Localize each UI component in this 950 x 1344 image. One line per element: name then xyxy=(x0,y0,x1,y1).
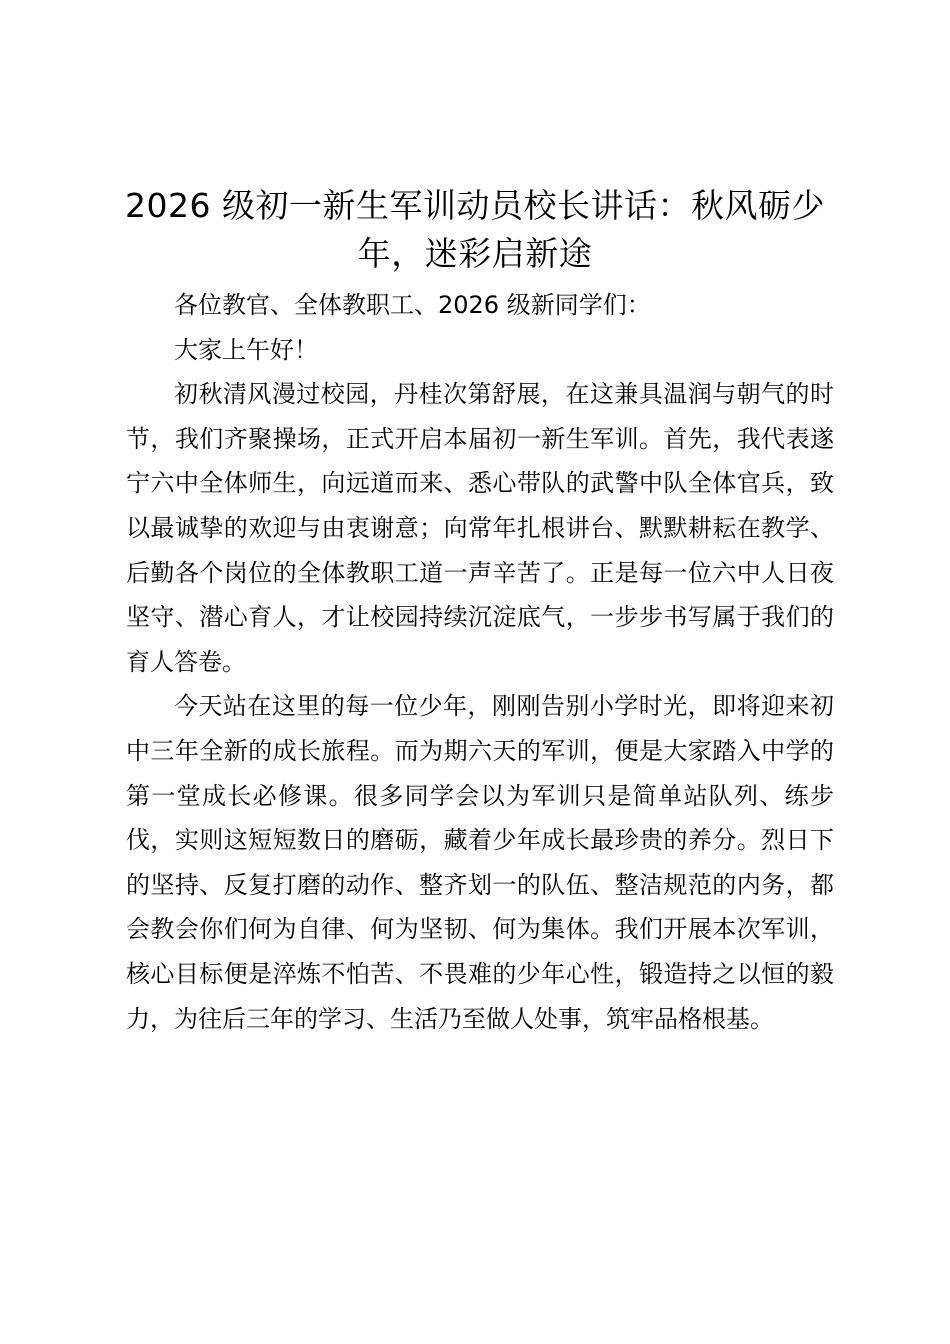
salutation-line: 大家上午好！ xyxy=(174,335,318,364)
body-paragraph: 初秋清风漫过校园，丹桂次第舒展，在这兼具温润与朝气的时节，我们齐聚操场，正式开启本届初一新生军训。首先，我代表遂宁六中全体师生，向远道而来、悉心带队的武警中队全体官兵，致以最诚挚的欢迎与由衷谢意；向常年扎根讲台、默默耕耘在教学、后勤各个岗位的全体教职工道一声辛苦了。正是每一位六中人日夜坚守、潜心育人，才让校园持续沉淀底气，一步步书写属于我们的育人答卷。 xyxy=(126,380,834,676)
body-paragraph: 今天站在这里的每一位少年，刚刚告别小学时光，即将迎来初中三年全新的成长旅程。而为期六天的军训，便是大家踏入中学的第一堂成长必修课。很多同学会以为军训只是简单站队列、练步伐，实则这短短数日的磨砺，藏着少年成长最珍贵的养分。烈日下的坚持、反复打磨的动作、整齐划一的队伍、整洁规范的内务，都会教会你们何为自律、何为坚韧、何为集体。我们开展本次军训，核心目标便是淬炼不怕苦、不畏难的少年心性，锻造持之以恒的毅力，为往后三年的学习、生活乃至做人处事，筑牢品格根基。 xyxy=(126,692,834,1033)
document-title: 2026 级初一新生军训动员校长讲话：秋风砺少年，迷彩启新途 xyxy=(125,186,825,273)
greeting-line: 各位教官、全体教职工、2026 级新同学们： xyxy=(174,291,651,319)
document-body xyxy=(126,283,834,1041)
